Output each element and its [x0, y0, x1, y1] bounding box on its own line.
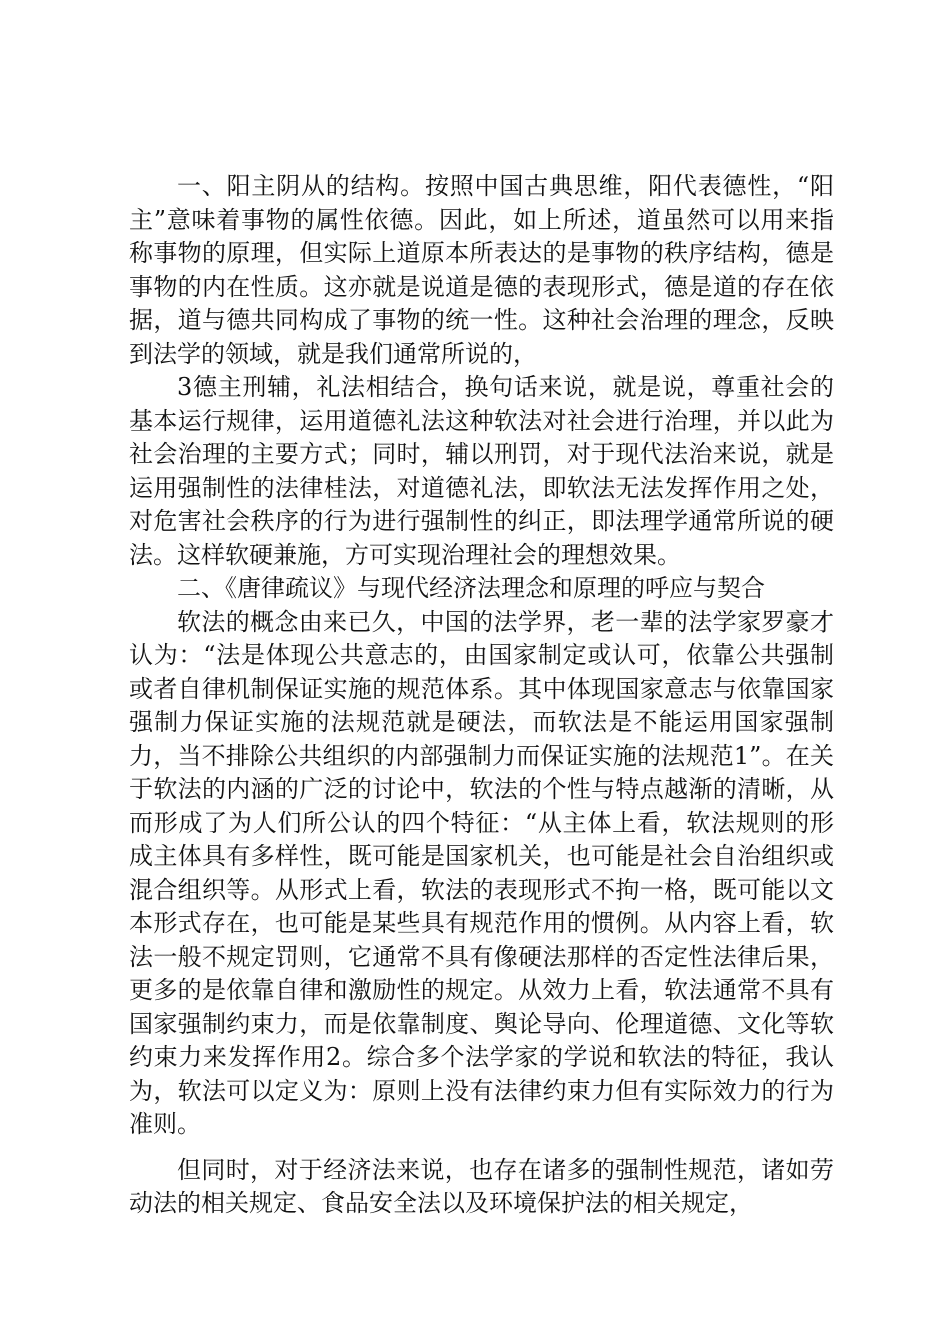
document-body — [129, 170, 834, 1221]
paragraph-virtue-punishment: 3德主刑辅，礼法相结合，换句话来说，就是说，尊重社会的基本运行规律，运用道德礼法这种软法对社会进行治理，并以此为社会治理的主要方式；同时，辅以刑罚，对于现代法治来说，就是运用强制性的法律桂法，对道德礼法，即软法无法发挥作用之处，对危害社会秩序的行为进行强制性的纠正，即法理学通常所说的硬法。这样软硬兼施，方可实现治理社会的理想效果。 — [129, 373, 834, 569]
paragraph-soft-law-concept: 软法的概念由来已久，中国的法学界，老一辈的法学家罗豪才认为：“法是体现公共意志的，由国家制定或认可，依靠公共强制或者自律机制保证实施的规范体系。其中体现国家意志与依靠国家强制力保证实施的法规范就是硬法，而软法是不能运用国家强制力，当不排除公共组织的内部强制力而保证实施的法规范1”。在关于软法的内涵的广泛的讨论中，软法的个性与特点越渐的清晰，从而形成了为人们所公认的四个特征：“从主体上看，软法规则的形成主体具有多样性，既可能是国家机关，也可能是社会自治组织或混合组织等。从形式上看，软法的表现形式不拘一格，既可能以文本形式存在，也可能是某些具有规范作用的惯例。从内容上看，软法一般不规定罚则，它通常不具有像硬法那样的否定性法律后果，更多的是依靠自律和激励性的规定。从效力上看，软法通常不具有国家强制约束力，而是依靠制度、舆论导向、伦理道德、文化等软约束力来发挥作用2。综合多个法学家的学说和软法的特征，我认为，软法可以定义为：原则上没有法律约束力但有实际效力的行为准则。 — [129, 607, 834, 1138]
section-heading-tang-code: 二、《唐律疏议》与现代经济法理念和原理的呼应与契合 — [177, 574, 765, 602]
paragraph-yang-structure: 一、阳主阴从的结构。按照中国古典思维，阳代表德性，“阳主”意味着事物的属性依德。因此，如上所述，道虽然可以用来指称事物的原理，但实际上道原本所表达的是事物的秩序结构，德是事物的内在性质。这亦就是说道是德的表现形式，德是道的存在依据，道与德共同构成了事物的统一性。这种社会治理的理念，反映到法学的领域，就是我们通常所说的， — [129, 172, 834, 368]
paragraph-economic-law: 但同时，对于经济法来说，也存在诸多的强制性规范，诸如劳动法的相关规定、食品安全法以及环境保护法的相关规定， — [129, 1155, 834, 1217]
